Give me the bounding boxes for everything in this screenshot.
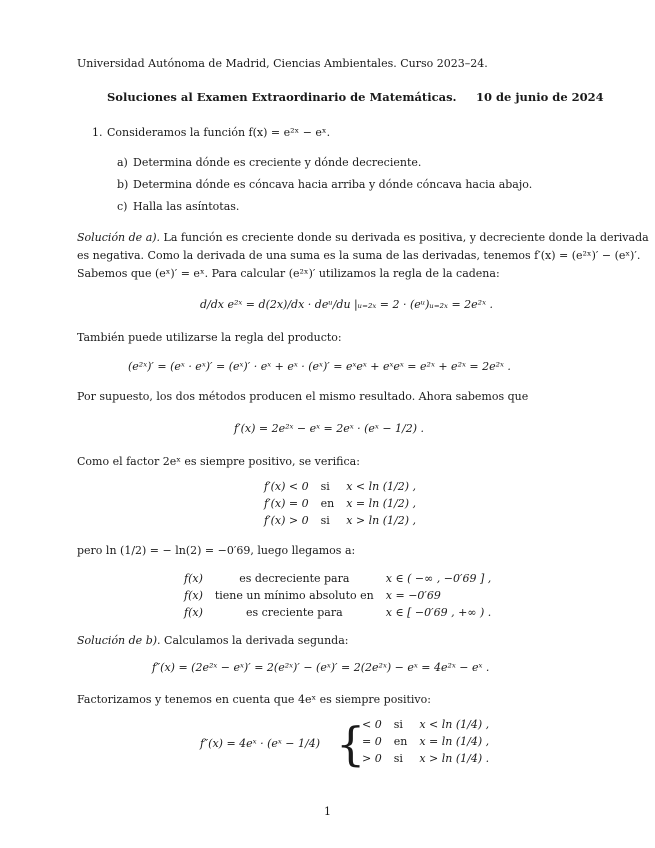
concavity-cases-table — [356, 716, 495, 767]
institution-header: Universidad Autónoma de Madrid, Ciencias Ambientales. Curso 2023–24. — [77, 57, 488, 70]
case-word: si — [393, 718, 403, 731]
result-set: x = −0′69 — [385, 589, 441, 602]
solution-a-text-1: La función es creciente donde su derivada es positiva, y decreciente donde la derivada — [163, 231, 649, 244]
result-function: f(x) — [184, 572, 203, 585]
case-word: en — [393, 735, 408, 748]
case-relation: > 0 — [362, 752, 382, 765]
solution-b-text-2: Factorizamos y tenemos en cuenta que 4eˣ es siempre positivo: — [77, 693, 431, 706]
part-b-label: b) — [117, 178, 129, 191]
part-c-text: Halla las asíntotas. — [133, 200, 240, 213]
sign-rhs: x = ln (1/2) , — [346, 497, 416, 510]
sign-word: si — [320, 514, 330, 527]
sign-rhs: x < ln (1/2) , — [346, 480, 416, 493]
problem-number: 1. — [92, 126, 103, 139]
result-description: es creciente para — [245, 606, 343, 619]
solution-b-text-1: Calculamos la derivada segunda: — [164, 634, 349, 647]
solution-a-text-6: Como el factor 2eˣ es siempre positivo, se verifica: — [77, 455, 360, 468]
sign-lhs: f′(x) < 0 — [264, 480, 309, 493]
solution-a-paragraph-1 — [77, 231, 649, 244]
sign-word: si — [320, 480, 330, 493]
cases-brace: { — [336, 717, 366, 771]
table-row — [356, 750, 495, 767]
solution-a-text-5: Por supuesto, los dos métodos producen el mismo resultado. Ahora sabemos que — [77, 390, 529, 403]
second-derivative-equation: f″(x) = (2e²ˣ − eˣ)′ = 2(e²ˣ)′ − (eˣ)′ = 2(2e²ˣ) − eˣ = 4e²ˣ − eˣ . — [152, 661, 490, 674]
result-function: f(x) — [184, 589, 203, 602]
table-row — [356, 716, 495, 733]
case-condition: x < ln (1/4) , — [419, 718, 490, 731]
solution-a-text-3: Sabemos que (eˣ)′ = eˣ. Para calcular (e²ˣ)′ utilizamos la regla de la cadena: — [77, 267, 500, 280]
solution-a-heading: Solución de a). — [77, 231, 161, 244]
case-relation: = 0 — [362, 735, 382, 748]
table-row — [356, 733, 495, 750]
table-row — [258, 495, 422, 512]
case-word: si — [393, 752, 403, 765]
result-set: x ∈ [ −0′69 , +∞ ) . — [385, 606, 492, 619]
problem-statement: Consideramos la función f(x) = e²ˣ − eˣ. — [107, 126, 331, 139]
page-number: 1 — [324, 805, 331, 818]
product-rule-equation: (e²ˣ)′ = (eˣ · eˣ)′ = (eˣ)′ · eˣ + eˣ · (eˣ)′ = eˣeˣ + eˣeˣ = e²ˣ + e²ˣ = 2e²ˣ . — [128, 360, 511, 373]
factored-second-derivative: f″(x) = 4eˣ · (eˣ − 1/4) — [200, 737, 320, 750]
exam-date: 10 de junio de 2024 — [476, 90, 604, 104]
table-row — [178, 587, 497, 604]
solution-b-heading: Solución de b). — [77, 634, 161, 647]
result-description: tiene un mínimo absoluto en — [214, 589, 374, 602]
table-row — [258, 478, 422, 495]
part-b-text: Determina dónde es cóncava hacia arriba y dónde cóncava hacia abajo. — [133, 178, 533, 191]
solution-a-text-2: es negativa. Como la derivada de una suma es la suma de las derivadas, tenemos f′(x) = (e²ˣ)′ − (eˣ)′. — [77, 249, 641, 262]
derivative-equation: f′(x) = 2e²ˣ − eˣ = 2eˣ · (eˣ − 1/2) . — [234, 422, 425, 435]
result-function: f(x) — [184, 606, 203, 619]
case-condition: x = ln (1/4) , — [419, 735, 490, 748]
solution-b-paragraph-1 — [77, 634, 348, 647]
case-relation: < 0 — [362, 718, 382, 731]
sign-rhs: x > ln (1/2) , — [346, 514, 416, 527]
table-row — [178, 604, 497, 621]
table-row — [258, 512, 422, 529]
chain-rule-equation: d/dx e²ˣ = d(2x)/dx · deᵘ/du |ᵤ₌₂ₓ = 2 · (eᵘ)ᵤ₌₂ₓ = 2e²ˣ . — [200, 298, 493, 311]
part-a-label: a) — [117, 156, 128, 169]
page-title: Soluciones al Examen Extraordinario de Matemáticas. — [107, 90, 457, 104]
derivative-sign-table — [258, 478, 422, 529]
part-c-label: c) — [117, 200, 128, 213]
sign-word: en — [320, 497, 335, 510]
case-condition: x > ln (1/4) . — [419, 752, 490, 765]
monotonicity-result-table — [178, 570, 497, 621]
result-description: es decreciente para — [239, 572, 350, 585]
result-set: x ∈ ( −∞ , −0′69 ] , — [385, 572, 492, 585]
part-a-text: Determina dónde es creciente y dónde decreciente. — [133, 156, 422, 169]
sign-lhs: f′(x) = 0 — [264, 497, 309, 510]
solution-a-text-4: También puede utilizarse la regla del producto: — [77, 331, 342, 344]
sign-lhs: f′(x) > 0 — [264, 514, 309, 527]
table-row — [178, 570, 497, 587]
solution-a-text-7: pero ln (1/2) = − ln(2) = −0′69, luego llegamos a: — [77, 544, 356, 557]
